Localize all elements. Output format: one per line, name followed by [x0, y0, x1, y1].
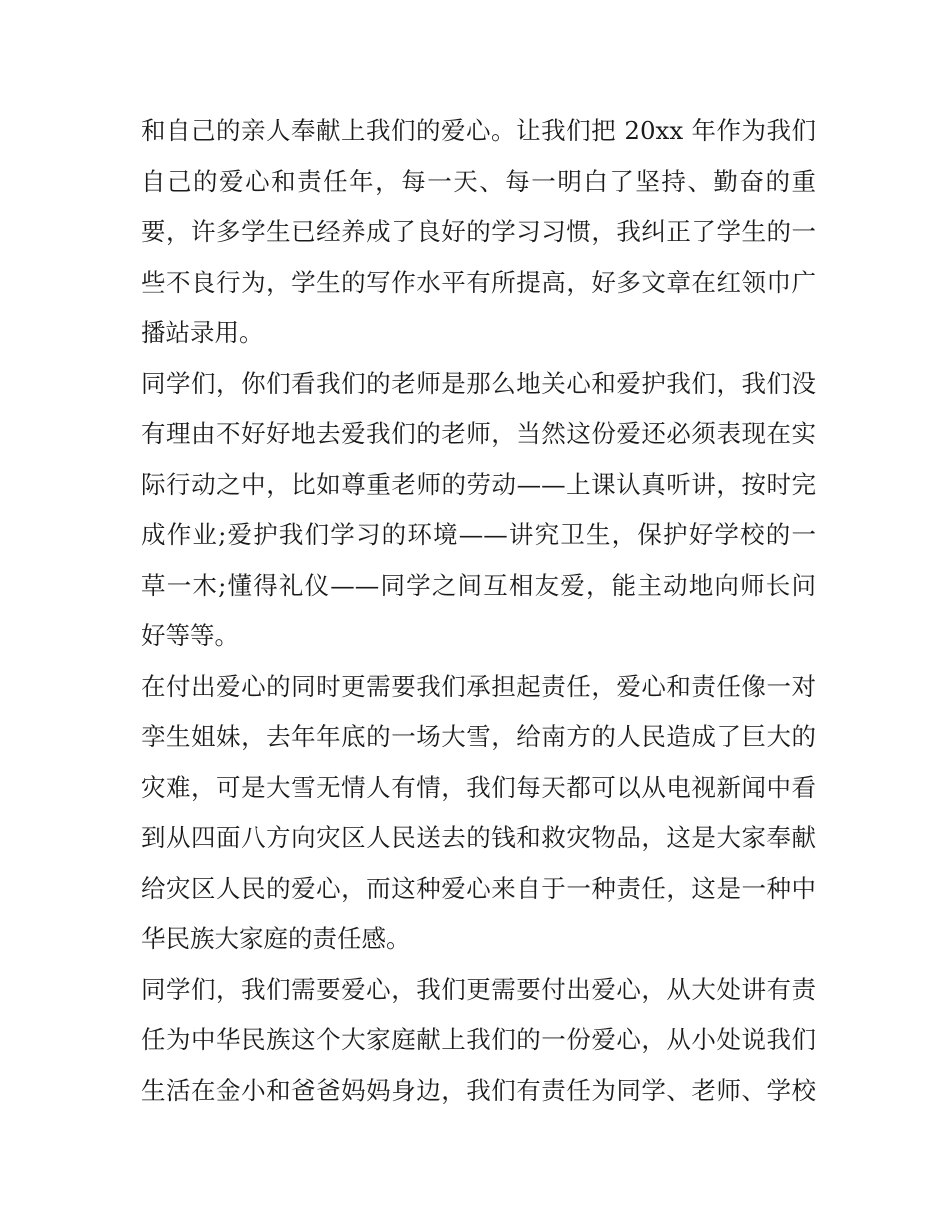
text-line: 华民族大家庭的责任感。: [141, 924, 411, 953]
text-line: 际行动之中，比如尊重老师的劳动——上课认真听讲，按时完: [141, 469, 816, 499]
text-line: 给灾区人民的爱心，而这种爱心来自于一种责任，这是一种中: [141, 873, 816, 903]
text-line: 生活在金小和爸爸妈妈身边，我们有责任为同学、老师、学校: [141, 1075, 816, 1105]
text-line: 成作业;爱护我们学习的环境——讲究卫生，保护好学校的一: [141, 520, 816, 549]
text-line: 播站录用。: [141, 318, 264, 347]
text-line: 任为中华民族这个大家庭献上我们的一份爱心，从小处说我们: [141, 1025, 816, 1054]
text-line: 自己的爱心和责任年，每一天、每一明白了坚持、勤奋的重: [141, 166, 816, 196]
text-line: 有理由不好好地去爱我们的老师，当然这份爱还必须表现在实: [141, 419, 816, 448]
text-line: 同学们，我们需要爱心，我们更需要付出爱心，从大处讲有责: [141, 974, 816, 1004]
text-line: 和自己的亲人奉献上我们的爱心。让我们把 20xx 年作为我们: [141, 116, 816, 145]
text-line: 同学们，你们看我们的老师是那么地关心和爱护我们，我们没: [141, 368, 816, 398]
text-line: 要，许多学生已经养成了良好的学习习惯，我纠正了学生的一: [141, 217, 816, 246]
text-line: 在付出爱心的同时更需要我们承担起责任，爱心和责任像一对: [141, 671, 816, 701]
text-line: 好等等。: [141, 621, 239, 650]
text-line: 草一木;懂得礼仪——同学之间互相友爱，能主动地向师长问: [141, 570, 816, 600]
text-line: 孪生姐妹，去年年底的一场大雪，给南方的人民造成了巨大的: [141, 722, 816, 751]
body-text: [141, 106, 816, 1116]
text-line: 灾难，可是大雪无情人有情，我们每天都可以从电视新闻中看: [141, 772, 816, 802]
text-line: 些不良行为，学生的写作水平有所提高，好多文章在红领巾广: [141, 267, 816, 297]
text-line: 到从四面八方向灾区人民送去的钱和救灾物品，这是大家奉献: [141, 823, 816, 852]
